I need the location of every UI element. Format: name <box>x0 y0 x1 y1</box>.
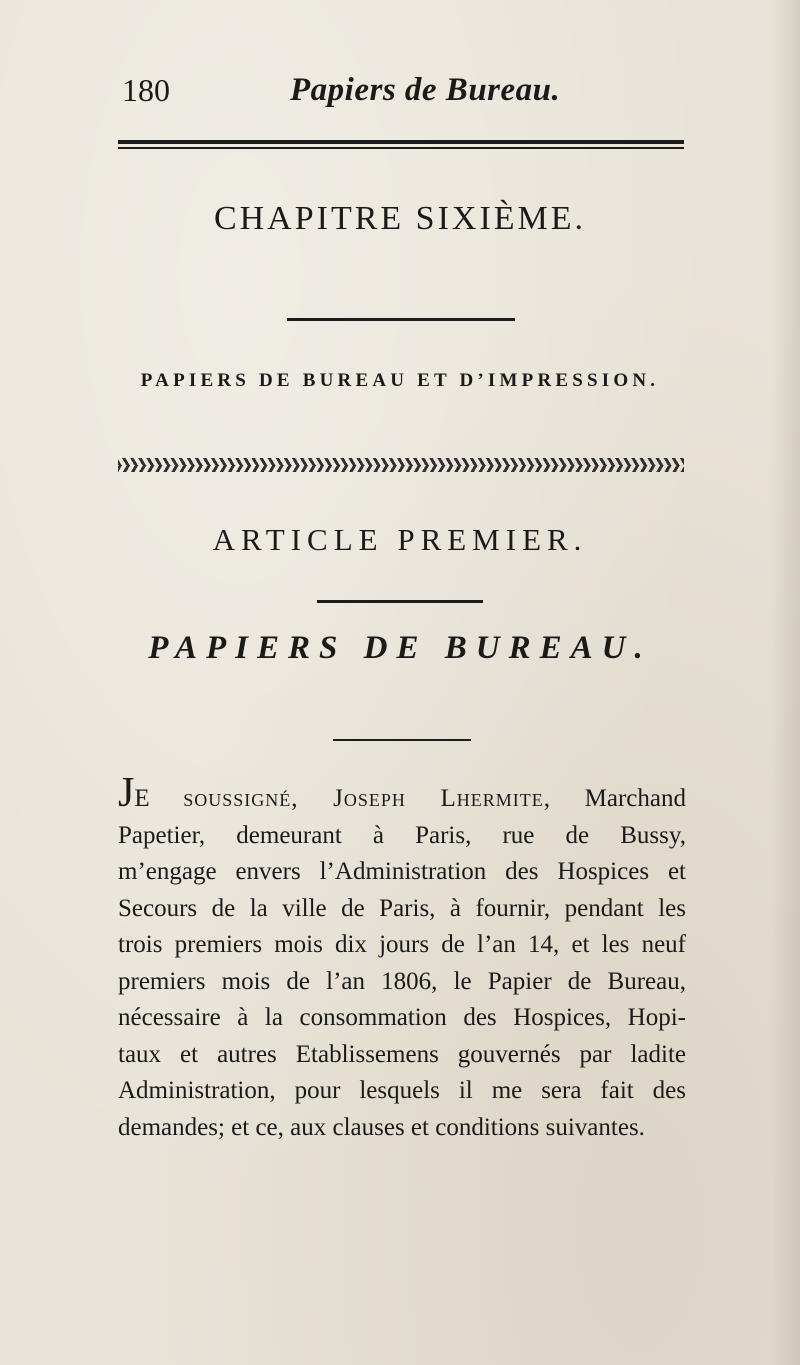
paragraph-line: demandes; et ce, aux clauses et conditions suivantes. <box>118 1113 645 1141</box>
body-paragraph <box>118 770 686 1146</box>
chapter-divider <box>287 318 515 321</box>
paragraph-line: Administration, pour lesquels il me sera fait des <box>118 1077 686 1104</box>
chapter-heading: CHAPITRE SIXIÈME. <box>213 200 587 237</box>
paragraph-line: m’engage envers l’Administration des Hospices et <box>118 858 686 885</box>
page-number: 180 <box>122 72 170 108</box>
paragraph-line: nécessaire à la consommation des Hospices, Hopi- <box>118 1004 686 1031</box>
paragraph-line: taux et autres Etablissemens gouvernés par ladite <box>118 1040 686 1068</box>
article-heading: ARTICLE PREMIER. <box>212 522 588 557</box>
page-header <box>122 72 682 112</box>
drop-cap: J <box>118 770 135 816</box>
ornamental-border <box>118 458 684 472</box>
header-rule-thick <box>118 140 684 144</box>
paragraph-line: Secours de la ville de Paris, à fournir, pendant les <box>118 894 686 922</box>
header-rule-thin <box>118 147 684 149</box>
paragraph-line: Papetier, demeurant à Paris, rue de Bussy, <box>118 821 686 849</box>
paragraph-line: trois premiers mois dix jours de l’an 14, et les neuf <box>118 931 686 958</box>
article-divider <box>317 600 483 603</box>
signatory-name: soussigné, Joseph Lhermite, <box>183 785 552 812</box>
paragraph-line <box>118 770 686 818</box>
line-tail: Marchand <box>584 785 686 812</box>
running-title: Papiers de Bureau. <box>290 72 561 108</box>
section-heading: PAPIERS DE BUREAU ET D’IMPRESSION. <box>140 370 660 391</box>
paragraph-line: premiers mois de l’an 1806, le Papier de Bureau, <box>118 967 686 995</box>
subject-divider <box>333 739 471 741</box>
subject-heading: PAPIERS DE BUREAU. <box>148 630 652 666</box>
first-word-rest: E <box>134 785 150 812</box>
